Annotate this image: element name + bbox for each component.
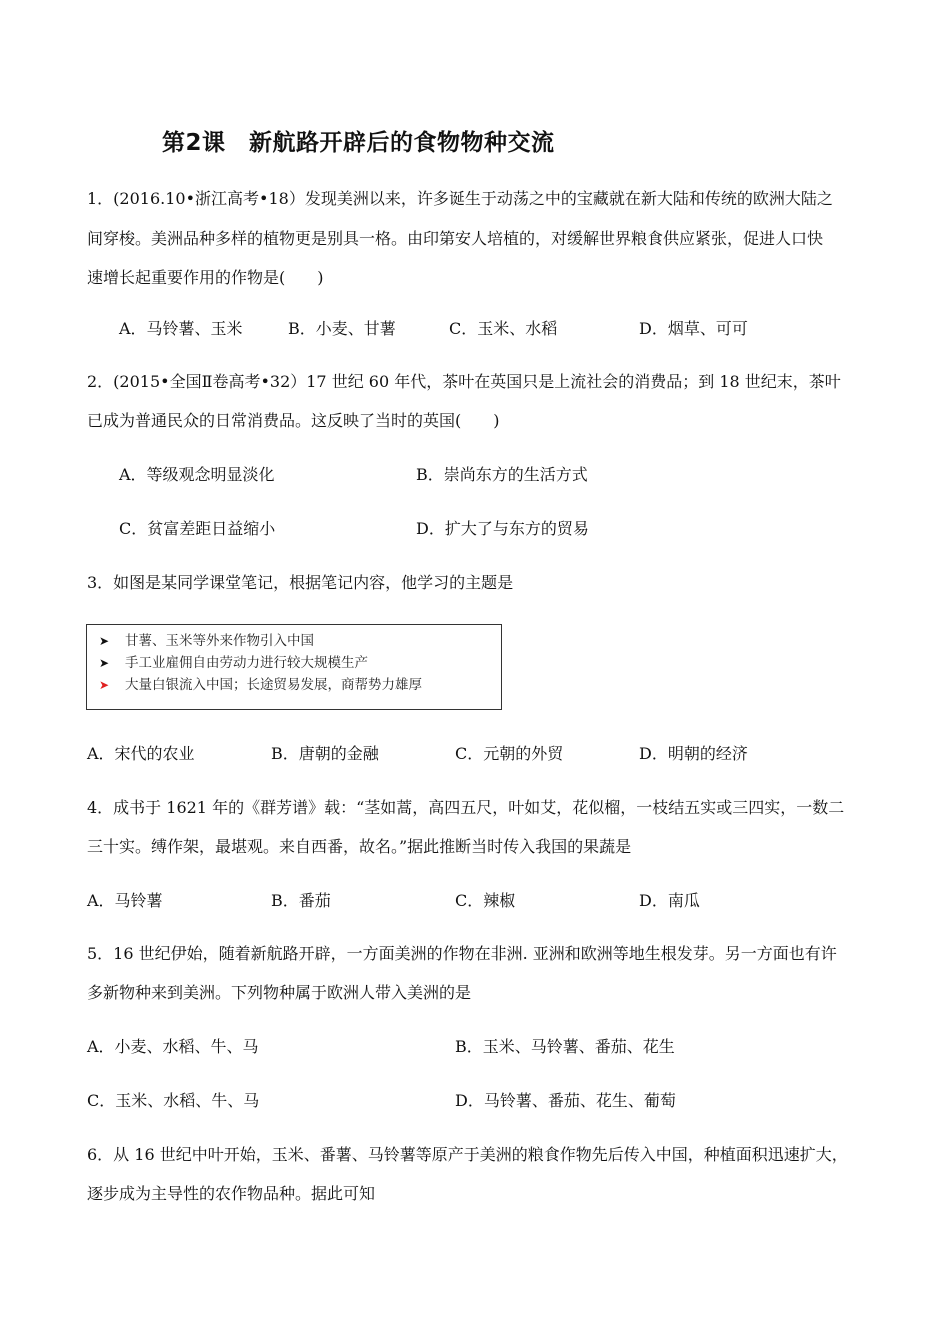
lesson-title: 第2课 新航路开辟后的食物物种交流 [162,130,555,156]
arrow-bullet-icon: ➤ [99,656,110,670]
q3-line-1: 3．如图是某同学课堂笔记，根据笔记内容，他学习的主题是 [87,573,514,592]
q3-option-c: C．元朝的外贸 [455,744,564,763]
q2-line-1: 2．(2015•全国Ⅱ卷高考•32）17 世纪 60 年代，茶叶在英国只是上流社会的消费品；到 18 世纪末，茶叶 [87,372,841,391]
q2-option-d: D．扩大了与东方的贸易 [416,519,589,538]
q4-option-a: A．马铃薯 [87,891,163,910]
q1-option-b: B．小麦、甘薯 [288,319,396,338]
q1-line-1: 1．(2016.10•浙江高考•18）发现美洲以来，许多诞生于动荡之中的宝藏就在新大陆和传统的欧洲大陆之 [87,189,833,208]
q5-option-d: D．马铃薯、番茄、花生、葡萄 [455,1091,676,1110]
q1-option-a: A．马铃薯、玉米 [119,319,243,338]
q1-line-2: 间穿梭。美洲品种多样的植物更是别具一格。由印第安人培植的，对缓解世界粮食供应紧张，促进人口快 [87,229,824,248]
q4-line-1: 4．成书于 1621 年的《群芳谱》载：“茎如蒿，高四五尺，叶如艾，花似榴，一枝结五实或三四实，一数二 [87,798,845,817]
q2-option-a: A．等级观念明显淡化 [119,465,275,484]
q2-option-c: C．贫富差距日益缩小 [119,519,276,538]
q4-line-2: 三十实。缚作架，最堪观。来自西番，故名。”据此推断当时传入我国的果蔬是 [87,837,632,856]
arrow-bullet-icon: ➤ [99,634,110,648]
q6-line-2: 逐步成为主导性的农作物品种。据此可知 [87,1184,376,1203]
note-item [99,655,368,671]
q4-option-d: D．南瓜 [639,891,700,910]
q4-option-b: B．番茄 [271,891,331,910]
note-item [99,677,422,693]
q5-line-1: 5．16 世纪伊始，随着新航路开辟，一方面美洲的作物在非洲. 亚洲和欧洲等地生根发芽。另一方面也有许 [87,944,837,963]
q5-option-c: C．玉米、水稻、牛、马 [87,1091,260,1110]
q1-line-3: 速增长起重要作用的作物是( ) [87,268,324,287]
q1-option-c: C．玉米、水稻 [449,319,558,338]
note-text: 大量白银流入中国；长途贸易发展，商帮势力雄厚 [125,677,422,693]
q2-option-b: B．崇尚东方的生活方式 [416,465,588,484]
note-text: 甘薯、玉米等外来作物引入中国 [125,633,314,649]
q4-option-c: C．辣椒 [455,891,516,910]
q1-option-d: D．烟草、可可 [639,319,748,338]
arrow-bullet-icon: ➤ [99,678,110,692]
q5-option-a: A．小麦、水稻、牛、马 [87,1037,259,1056]
q6-line-1: 6．从 16 世纪中叶开始，玉米、番薯、马铃薯等原产于美洲的粮食作物先后传入中国，种植面积迅速扩大， [87,1145,848,1164]
note-item [99,633,314,649]
note-text: 手工业雇佣自由劳动力进行较大规模生产 [125,655,368,671]
q2-line-2: 已成为普通民众的日常消费品。这反映了当时的英国( ) [87,411,500,430]
q3-option-a: A．宋代的农业 [87,744,195,763]
q3-option-b: B．唐朝的金融 [271,744,379,763]
q5-line-2: 多新物种来到美洲。下列物种属于欧洲人带入美洲的是 [87,983,472,1002]
q5-option-b: B．玉米、马铃薯、番茄、花生 [455,1037,675,1056]
q3-option-d: D．明朝的经济 [639,744,748,763]
class-note-box [86,624,502,710]
